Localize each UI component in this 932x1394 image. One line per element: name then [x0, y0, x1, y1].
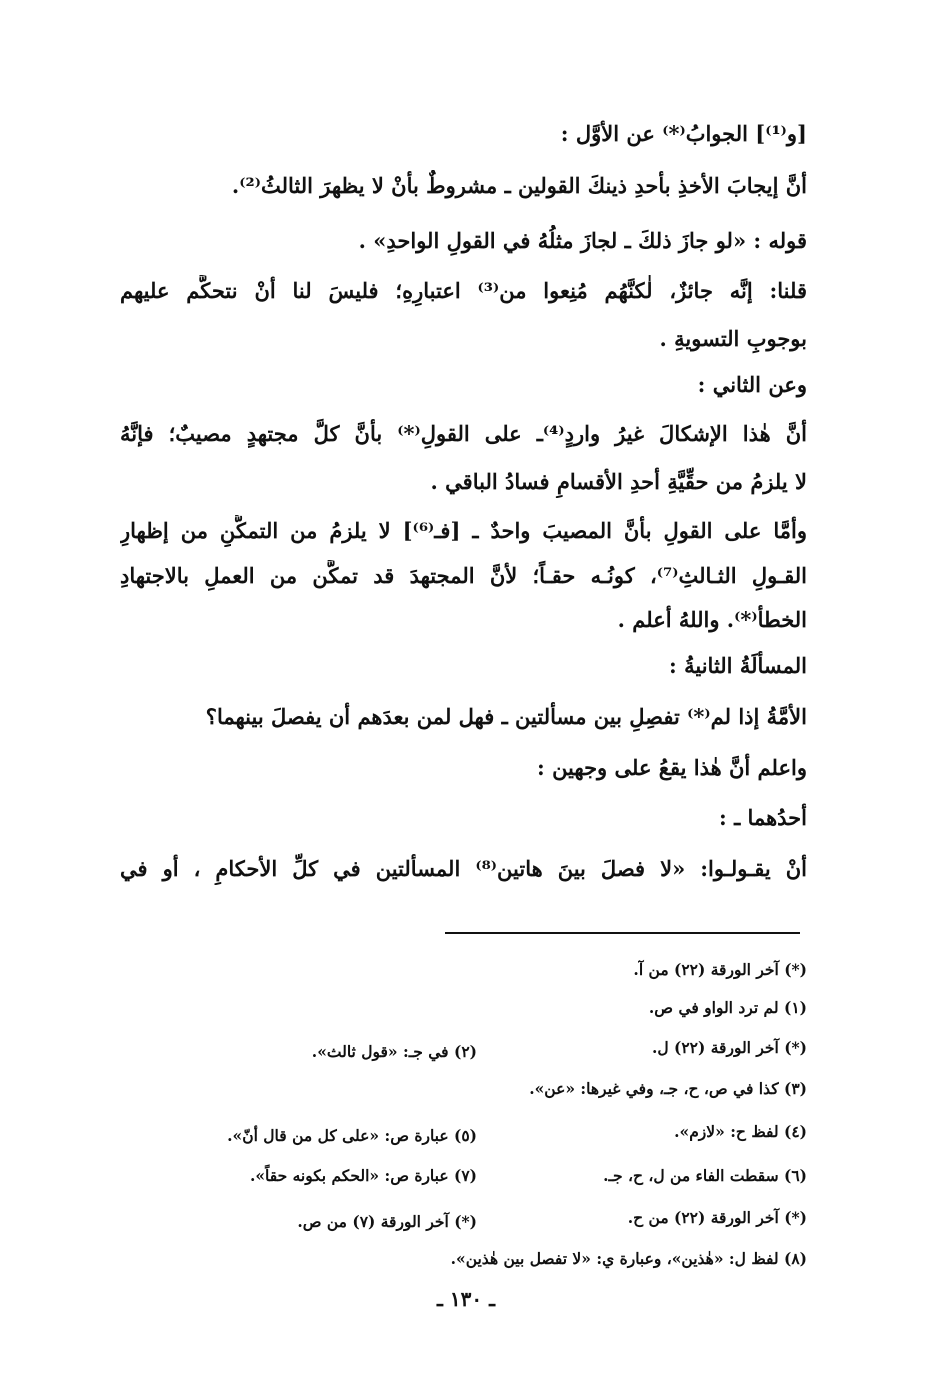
first-case-heading: أحدُهما ـ :: [719, 805, 807, 830]
footnote: (٥) عبارة ص: «على كل من قال أنّ».: [227, 1126, 477, 1145]
footnote: (١) لم ترد الواو في ص.: [648, 998, 807, 1017]
footnote: (٣) كذا في ص، ح، جـ، وفي غيرها: «عن».: [529, 1079, 807, 1098]
body-line: أنْ يقـولـوا: «لا فصلَ بينَ هاتين⁽⁸⁾ المسألتين في كلِّ الأحكامِ ، أو في: [120, 856, 807, 881]
body-line: بوجوبِ التسويةِ .: [659, 326, 807, 351]
second-answer-heading: وعن الثاني :: [697, 372, 807, 397]
body-line: أنَّ إيجابَ الأخذِ بأحدِ ذينكَ القولين ـ مشروطٌ بأنْ لا يظهرَ الثالثُ⁽²⁾.: [231, 173, 807, 198]
body-line: أنَّ هٰذا الإشكالَ غيرُ واردٍ⁽⁴⁾ـ على القولِ⁽*⁾ بأنَّ كلَّ مجتهدٍ مصيبٌ؛ فإنَّهُ: [120, 421, 807, 446]
answer-heading: [و⁽¹⁾] الجوابُ⁽*⁾ عن الأوَّل :: [560, 121, 807, 146]
page-number: ـ ١٣٠ ـ: [437, 1287, 495, 1311]
footnote-separator: [445, 932, 800, 934]
body-line: واعلم أنَّ هٰذا يقعُ على وجهين :: [537, 755, 807, 780]
footnote: (*) آخر الورقة (٢٢) من ح.: [627, 1208, 807, 1227]
footnote: (*) آخر الورقة (٧) من ص.: [297, 1212, 477, 1231]
body-line: لا يلزمُ من حقِّيَّةِ أحدِ الأقسامِ فسادُ الباقي .: [430, 469, 807, 494]
footnote: (٨) لفظ ل: «هٰذين»، وعبارة ي: «لا تفصل بين هٰذين».: [450, 1249, 807, 1268]
section-heading: المسألَةُ الثانيةُ :: [669, 653, 807, 678]
body-line: وأمَّا على القولِ بأنَّ المصيبَ واحدٌ ـ [فـ⁽⁶⁾] لا يلزمُ من التمكُّنِ من إظهارِ: [120, 518, 807, 543]
body-line: قوله : «لو جازَ ذلكَ ـ لجازَ مثلُهُ في القولِ الواحدِ» .: [358, 228, 807, 253]
body-line: القـولِ الثـالثِ⁽⁷⁾، كونُـه حقـاً؛ لأنَّ المجتهدَ قد تمكَّن من العملِ بالاجتهادِ: [120, 563, 807, 588]
footnote: (٦) سقطت الفاء من ل، ح، جـ.: [603, 1166, 807, 1185]
footnote: (٢) في جـ: «قول ثالث».: [311, 1042, 477, 1061]
body-line: الأمَّةُ إذا لم⁽*⁾ تفصِلِ بين مسألتين ـ فهل لمن بعدَهم أن يفصلَ بينهما؟: [205, 704, 807, 729]
body-line: قلنا: إنَّه جائزٌ، لٰكنَّهُم مُنِعوا من⁽³⁾ اعتبارِهِ؛ فليسَ لنا أنْ نتحكَّم عليهم: [120, 278, 807, 303]
footnote: (٧) عبارة ص: «الحكم بكونه حقاً».: [249, 1166, 477, 1185]
footnote: (٤) لفظ ح: «لازم».: [674, 1122, 807, 1141]
footnote: (*) آخر الورقة (٢٢) من آ.: [633, 960, 807, 979]
footnote: (*) آخر الورقة (٢٢) ل.: [651, 1038, 807, 1057]
body-line: الخطأ⁽*⁾. واللهُ أعلم .: [617, 607, 807, 632]
